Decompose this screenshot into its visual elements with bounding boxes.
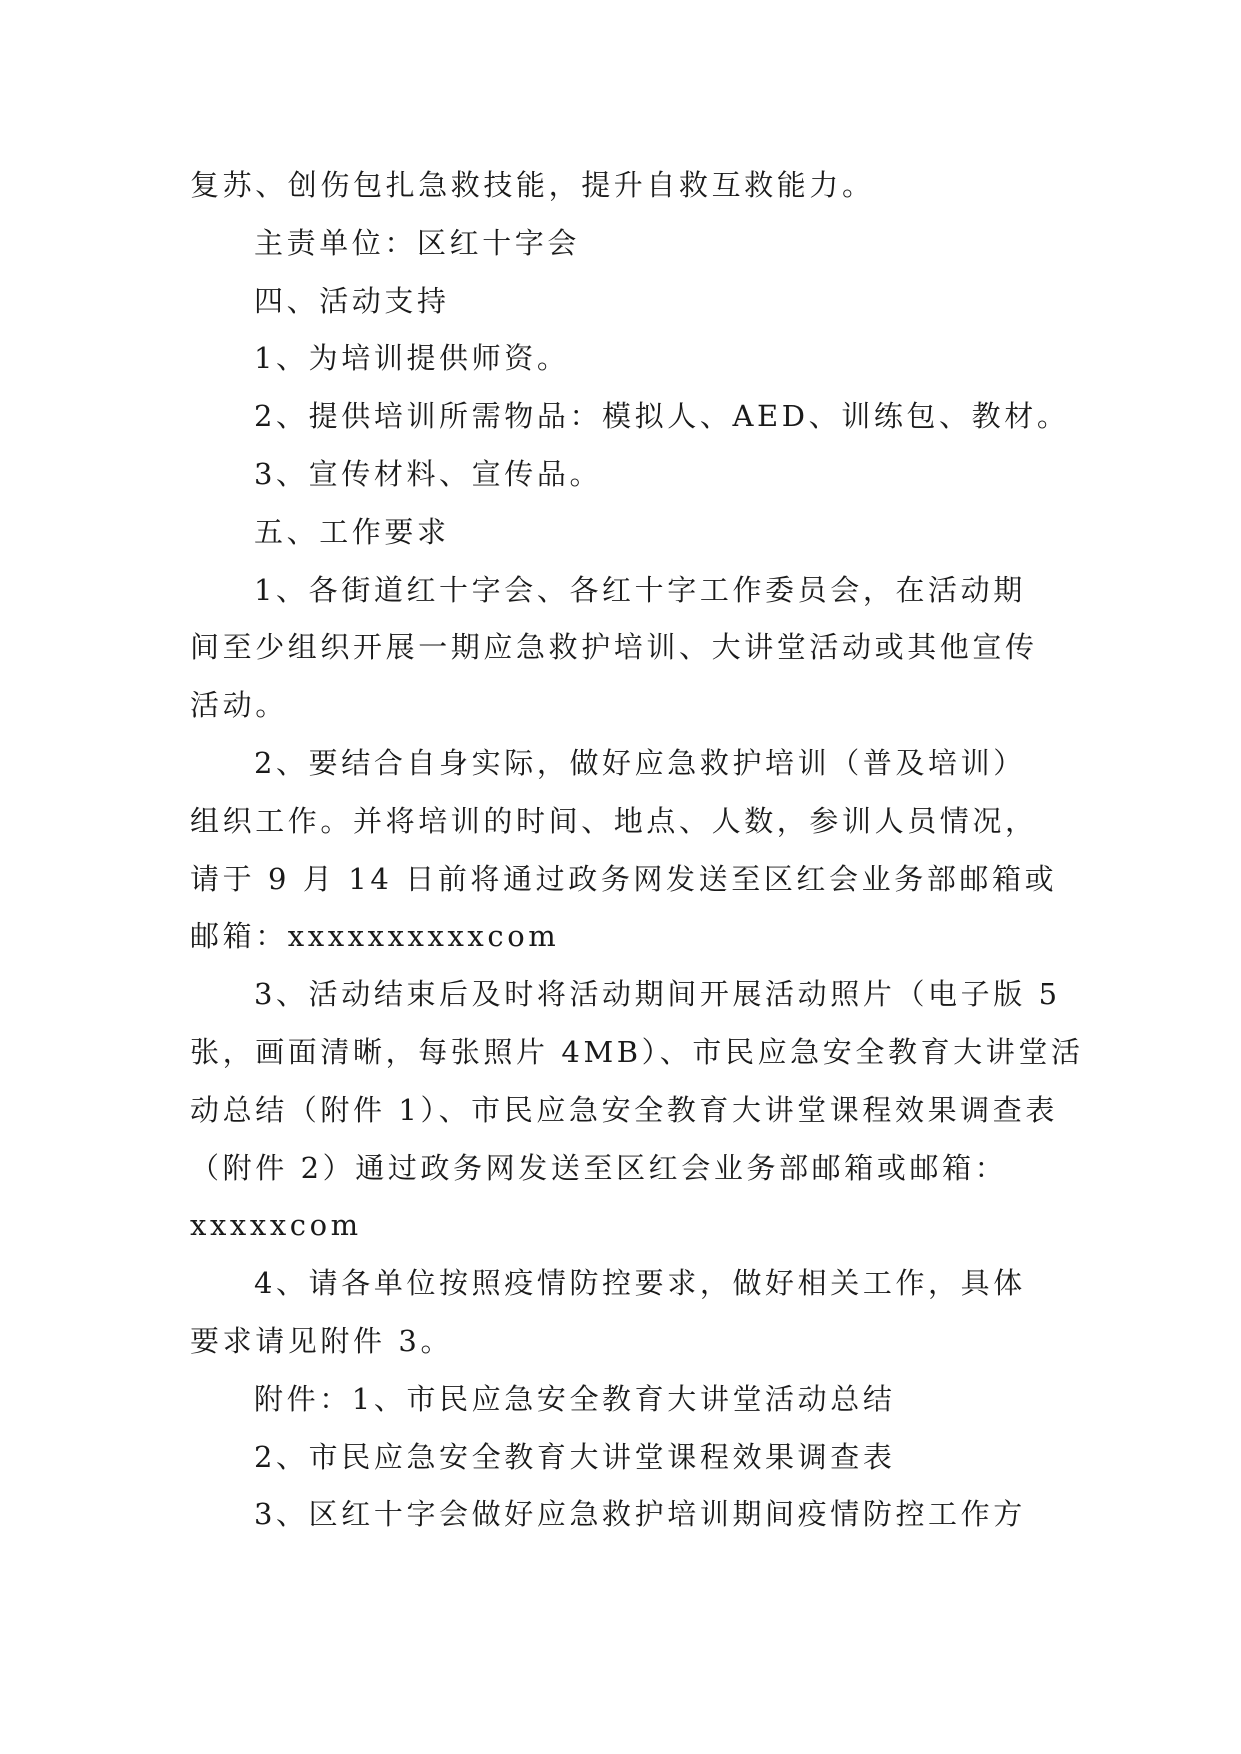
paragraph-line: 请于 9 月 14 日前将通过政务网发送至区红会业务部邮箱或 (190, 861, 1058, 896)
paragraph-line: 要求请见附件 3。 (190, 1323, 454, 1358)
list-item: 1、为培训提供师资。 (254, 341, 570, 376)
attachment-item: 3、区红十字会做好应急救护培训期间疫情防控工作方 (254, 1497, 1026, 1532)
paragraph-line: 4、请各单位按照疫情防控要求，做好相关工作，具体 (254, 1266, 1026, 1301)
paragraph-line: 动总结（附件 1）、市民应急安全教育大讲堂课程效果调查表 (190, 1092, 1058, 1127)
paragraph-line: 活动。 (190, 688, 288, 723)
section-heading-work-requirements: 五、工作要求 (254, 514, 450, 549)
list-item: 3、宣传材料、宣传品。 (254, 456, 603, 491)
paragraph-line: 3、活动结束后及时将活动期间开展活动照片（电子版 5 (254, 977, 1061, 1012)
paragraph-line: （附件 2）通过政务网发送至区红会业务部邮箱或邮箱： (190, 1150, 1008, 1185)
paragraph-line: 1、各街道红十字会、各红十字工作委员会，在活动期 (254, 572, 1026, 607)
paragraph-line: 复苏、创伤包扎急救技能，提升自救互救能力。 (190, 168, 875, 202)
list-item: 2、提供培训所需物品：模拟人、AED、训练包、教材。 (254, 399, 1070, 434)
paragraph-line: 组织工作。并将培训的时间、地点、人数，参训人员情况， (190, 803, 1038, 838)
section-heading-activity-support: 四、活动支持 (254, 283, 450, 318)
document-body (190, 157, 1084, 1544)
attachment-item: 2、市民应急安全教育大讲堂课程效果调查表 (254, 1439, 896, 1474)
email-line: xxxxxcom (190, 1208, 362, 1243)
responsible-unit-line: 主责单位：区红十字会 (254, 225, 581, 260)
paragraph-line: 间至少组织开展一期应急救护培训、大讲堂活动或其他宣传 (190, 630, 1038, 665)
paragraph-line: 2、要结合自身实际，做好应急救护培训（普及培训） (254, 745, 1026, 780)
attachment-item: 附件：1、市民应急安全教育大讲堂活动总结 (254, 1381, 896, 1416)
email-line: 邮箱：xxxxxxxxxxcom (190, 919, 560, 954)
paragraph-line: 张，画面清晰，每张照片 4MB）、市民应急安全教育大讲堂活 (190, 1034, 1084, 1069)
